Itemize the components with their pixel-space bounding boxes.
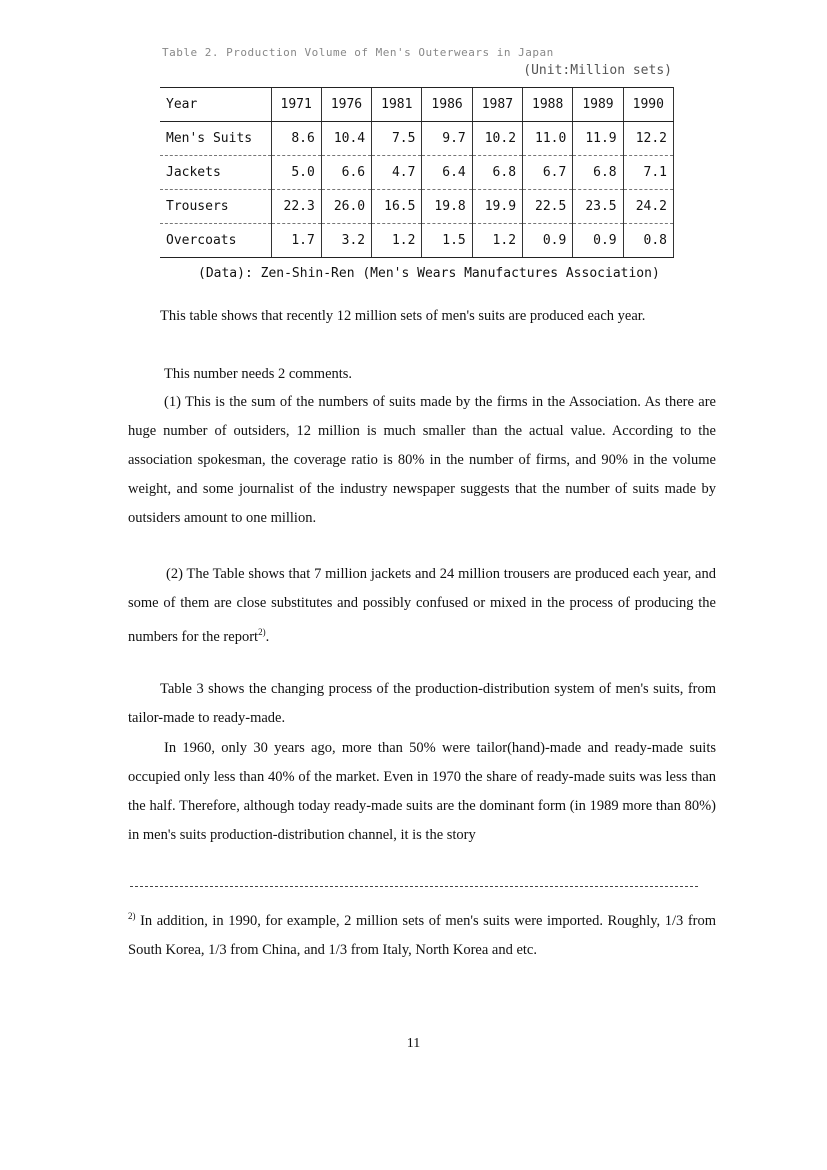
table-cell: 6.4 (422, 156, 472, 190)
paragraph-4-text: (2) The Table shows that 7 million jackets and 24 million trousers are produced each year, and some of them are close substitutes and possibly confused or mixed in the process of producing the numbers for the report (128, 566, 716, 645)
table-cell: 26.0 (321, 190, 371, 224)
table-cell: 1.7 (271, 224, 321, 258)
paragraph-2: This number needs 2 comments. (164, 366, 353, 382)
row-label: Jackets (160, 156, 271, 190)
table-cell: 1.2 (472, 224, 522, 258)
table-cell: 10.4 (321, 122, 371, 156)
table-caption: Table 2. Production Volume of Men's Outerwears in Japan (162, 46, 554, 59)
table-row (160, 156, 674, 190)
table-cell: 24.2 (623, 190, 673, 224)
table-row (160, 190, 674, 224)
year-1988: 1988 (523, 88, 573, 122)
table-cell: 6.8 (472, 156, 522, 190)
table-cell: 0.9 (573, 224, 623, 258)
paragraph-4 (128, 560, 716, 652)
table-row (160, 122, 674, 156)
table-source: (Data): Zen-Shin-Ren (Men's Wears Manufactures Association) (198, 266, 660, 281)
paragraph-5: Table 3 shows the changing process of the production-distribution system of men's suits, from tailor-made to ready-made. (128, 681, 716, 726)
page-number: 11 (406, 1036, 421, 1051)
table-cell: 1.5 (422, 224, 472, 258)
year-1990: 1990 (623, 88, 673, 122)
year-1987: 1987 (472, 88, 522, 122)
table-cell: 9.7 (422, 122, 472, 156)
table-cell: 11.9 (573, 122, 623, 156)
footnote-text: In addition, in 1990, for example, 2 million sets of men's suits were imported. Roughly, 1/3 from South Korea, 1/3 from China, and 1/3 from Italy, North Korea and etc. (128, 912, 716, 958)
row-label: Trousers (160, 190, 271, 224)
table-header-row (160, 88, 674, 122)
table-cell: 6.7 (523, 156, 573, 190)
table-cell: 7.1 (623, 156, 673, 190)
table-unit: (Unit:Million sets) (523, 63, 672, 78)
footnote (128, 902, 716, 965)
table-row (160, 224, 674, 258)
year-1976: 1976 (321, 88, 371, 122)
row-label: Men's Suits (160, 122, 271, 156)
footnote-reference: 2) (258, 627, 266, 637)
paragraph-3: (1) This is the sum of the numbers of suits made by the firms in the Association. As there are huge number of outsiders, 12 million is much smaller than the actual value. According to the association spokesman, the coverage ratio is 80% in the number of firms, and 90% in the volume weight, and some journalist of the industry newspaper suggests that the number of suits made by outsiders amount to one million. (128, 394, 716, 526)
table-cell: 6.8 (573, 156, 623, 190)
paragraph-6: In 1960, only 30 years ago, more than 50% were tailor(hand)-made and ready-made suits occupied only less than 40% of the market. Even in 1970 the share of ready-made suits was less than the half. Therefore, although today ready-made suits are the dominant form (in 1989 more than 80%) in men's suits production-distribution channel, it is the story (128, 740, 716, 843)
production-table (160, 87, 674, 258)
table-cell: 19.8 (422, 190, 472, 224)
table-cell: 8.6 (271, 122, 321, 156)
table-cell: 1.2 (372, 224, 422, 258)
table-cell: 11.0 (523, 122, 573, 156)
footnote-divider (130, 886, 698, 887)
table-cell: 5.0 (271, 156, 321, 190)
table-cell: 22.5 (523, 190, 573, 224)
table-cell: 10.2 (472, 122, 522, 156)
paragraph-4-end: . (265, 628, 270, 645)
table-cell: 4.7 (372, 156, 422, 190)
footnote-mark: 2) (128, 911, 136, 921)
table-cell: 3.2 (321, 224, 371, 258)
table-cell: 7.5 (372, 122, 422, 156)
year-1971: 1971 (271, 88, 321, 122)
table-cell: 22.3 (271, 190, 321, 224)
table-cell: 12.2 (623, 122, 673, 156)
table-cell: 23.5 (573, 190, 623, 224)
year-1989: 1989 (573, 88, 623, 122)
table-cell: 0.9 (523, 224, 573, 258)
table-cell: 16.5 (372, 190, 422, 224)
table-cell: 19.9 (472, 190, 522, 224)
year-1981: 1981 (372, 88, 422, 122)
year-1986: 1986 (422, 88, 472, 122)
row-label: Overcoats (160, 224, 271, 258)
table-cell: 6.6 (321, 156, 371, 190)
paragraph-1: This table shows that recently 12 million sets of men's suits are produced each year. (160, 308, 646, 324)
table-cell: 0.8 (623, 224, 673, 258)
year-header: Year (160, 88, 271, 122)
